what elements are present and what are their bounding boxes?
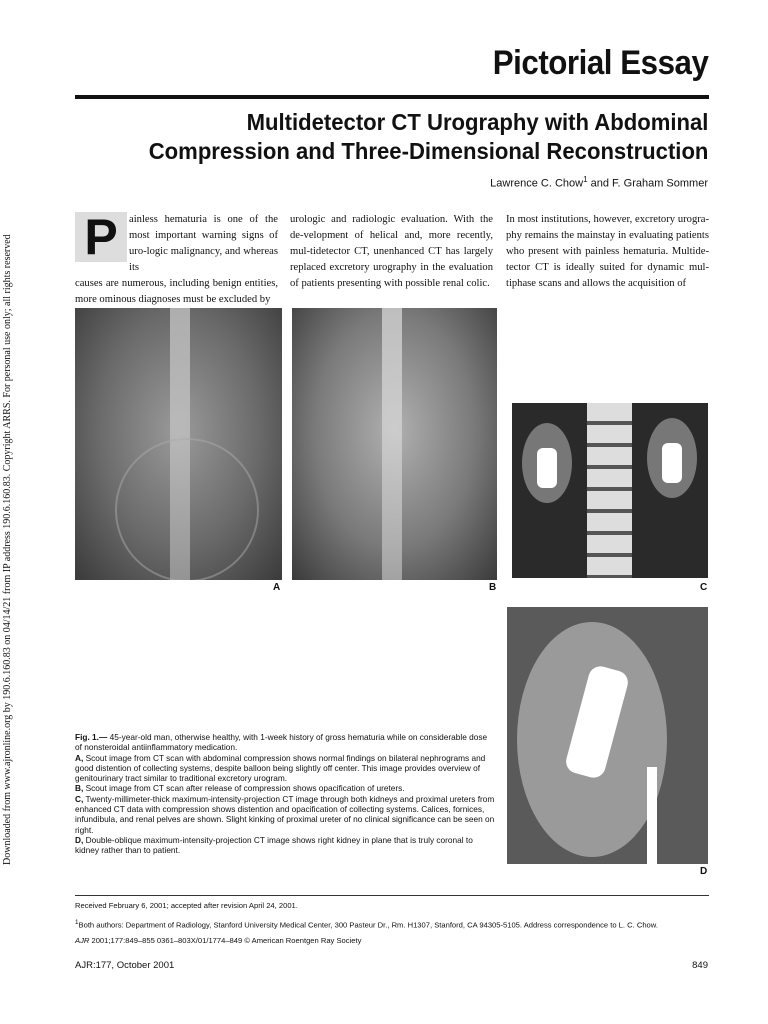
section-title: Pictorial Essay [492, 44, 708, 82]
figure-d-image [507, 607, 708, 864]
body-column-1 [75, 212, 278, 308]
affiliation-mark: 1 [75, 919, 79, 926]
figure-label-a: A [273, 582, 281, 593]
figure-label-c: C [700, 582, 708, 593]
running-footer: AJR:177, October 2001 [75, 960, 175, 971]
caption-fig-label: Fig. 1.— [75, 732, 108, 742]
authors [490, 175, 708, 190]
body-column-3: In most institutions, however, excretory urogra-phy remains the mainstay in evaluating patients who present with painless hematuria. Multide-tector CT is ideally suited for dynamic mul-tiphase scans and allows the acquisition of [506, 214, 709, 289]
caption-c-label: C, [75, 793, 84, 804]
citation-note [75, 936, 361, 945]
caption-intro: 45-year-old man, otherwise healthy, with 1-week history of gross hematuria while on considerable dose of nonsteroidal antiinflammatory medication. [75, 732, 488, 753]
drop-cap: P [75, 212, 127, 262]
title-line-2: Compression and Three-Dimensional Reconstruction [148, 138, 708, 164]
col1-first: ainless hematuria is one of the most important warning signs of uro-logic malignancy, and whereas its [129, 214, 278, 273]
journal-abbrev: AJR [75, 936, 90, 945]
caption-a: Scout image from CT scan with abdominal compression shows normal findings on bilateral nephrograms and good distention of collecting systems, despite balloon being slightly off center. This image provides overview of genitourinary tract similar to traditional excretory urogram. [75, 752, 486, 784]
header-rule [75, 95, 709, 99]
figure-c-image [512, 403, 708, 578]
caption-c: Twenty-millimeter-thick maximum-intensity-projection CT image through both kidneys and proximal ureters from enhanced CT data with compression shows distention and opacification of collecting systems. Calices, fornices, infundibula, and renal pelves are shown. Slight kinking of proximal ureter of no clinical significance can be seen on right. [75, 793, 495, 835]
figure-b-image [292, 308, 497, 580]
affiliation-text: Both authors: Department of Radiology, Stanford University Medical Center, 300 Pasteur Dr., Rm. H1307, Stanford, CA 94305-5105. Address correspondence to L. C. Chow. [78, 920, 658, 930]
page-number: 849 [692, 960, 708, 971]
received-note: Received February 6, 2001; accepted after revision April 24, 2001. [75, 901, 298, 910]
caption-d: Double-oblique maximum-intensity-projection CT image shows right kidney in plane that is truly coronal to kidney rather than to patient. [75, 834, 473, 856]
article-title [148, 108, 708, 166]
author-2: and F. Graham Sommer [587, 177, 708, 190]
figure-label-b: B [489, 582, 497, 593]
figure-label-d: D [700, 866, 708, 877]
title-line-1: Multidetector CT Urography with Abdominal [246, 109, 708, 135]
figure-a-image [75, 308, 282, 580]
download-notice: Downloaded from www.ajronline.org by 190.6.160.83 on 04/14/21 from IP address 190.6.160.83. Copyright ARRS. For personal use only; all rights reserved [2, 234, 13, 865]
figure-caption [75, 732, 495, 856]
citation-text: 2001;177:849–855 0361–803X/01/1774–849 © American Roentgen Ray Society [89, 936, 362, 945]
affiliation-note [75, 919, 658, 930]
author-1: Lawrence C. Chow [490, 177, 584, 190]
caption-b: Scout image from CT scan after release of compression shows opacification of ureters. [83, 783, 405, 794]
caption-a-label: A, [75, 752, 84, 763]
caption-d-label: D, [75, 834, 84, 845]
body-column-2: urologic and radiologic evaluation. With the de-velopment of helical and, more recently, mul-tidetector CT, unenhanced CT has largely replaced excretory urography in the evaluation of patients presenting with possible renal colic. [290, 214, 493, 289]
author-footnote-mark: 1 [583, 175, 588, 184]
footnote-rule [75, 895, 709, 896]
caption-b-label: B, [75, 783, 84, 794]
col1-rest: causes are numerous, including benign entities, more ominous diagnoses must be excluded by [75, 278, 278, 305]
